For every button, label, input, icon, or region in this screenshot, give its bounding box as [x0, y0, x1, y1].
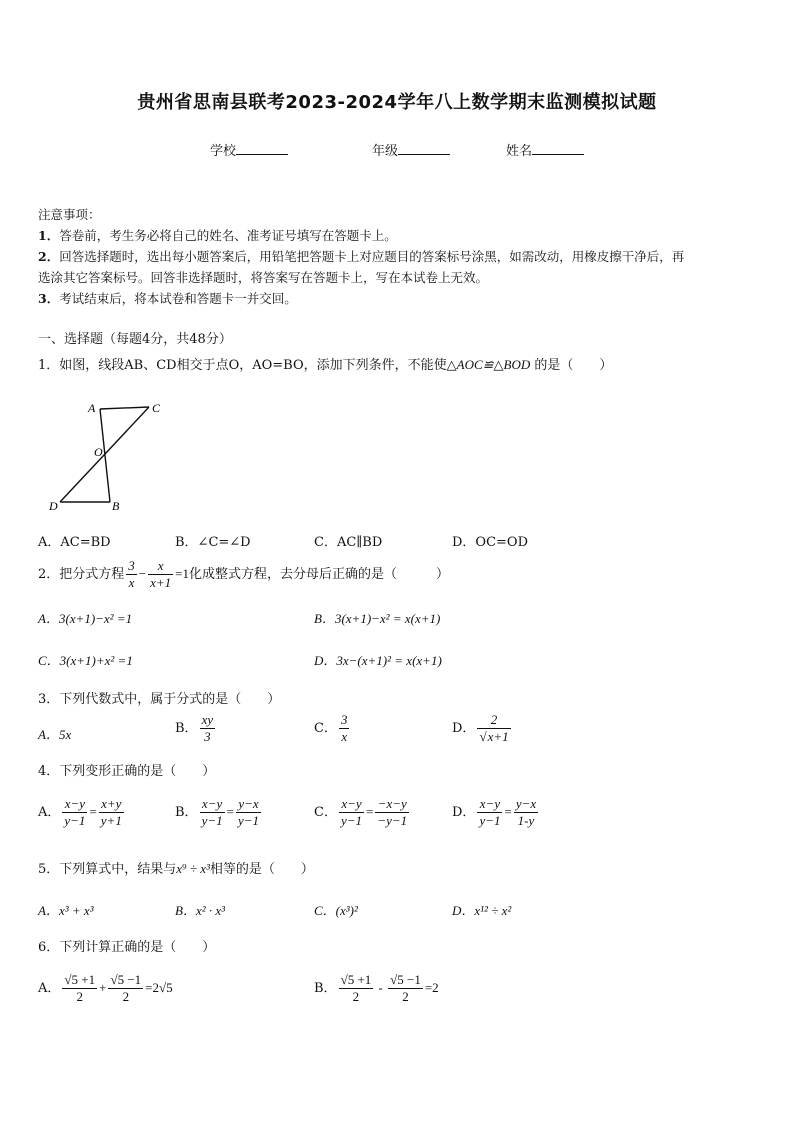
- question-6: 6．下列计算正确的是（ ）: [38, 940, 216, 955]
- q2-option-c[interactable]: C．3(x+1)+x² =1: [38, 653, 133, 668]
- school-field[interactable]: [210, 140, 288, 159]
- fig-label-O: O: [94, 445, 103, 459]
- section-heading: 一、选择题（每题4分，共48分）: [38, 332, 232, 347]
- q5-option-d[interactable]: D．x¹² ÷ x²: [452, 903, 512, 918]
- q1-figure: [44, 396, 174, 516]
- notes-heading: 注意事项：: [38, 207, 101, 222]
- q3-option-b[interactable]: B． $\frac{xy}{3}$: [175, 712, 214, 744]
- grade-label: 年级: [372, 144, 399, 159]
- q1-option-c[interactable]: C．AC∥BD: [314, 535, 383, 550]
- q5-option-c[interactable]: C．(x³)²: [314, 903, 358, 918]
- q1-option-a[interactable]: A．AC=BD: [38, 535, 111, 550]
- question-5: 5．下列算式中，结果与x⁹ ÷ x³相等的是（ ）: [38, 861, 314, 877]
- q2-option-a[interactable]: A．3(x+1)−x² =1: [38, 611, 133, 626]
- q4-option-b[interactable]: B． $\frac{x-y}{y-1}$ = $\frac{y-x}{y-1}$: [175, 796, 259, 828]
- q2-option-d[interactable]: D．3x−(x+1)² = x(x+1): [314, 653, 442, 668]
- q4-option-c[interactable]: C． $\frac{x-y}{y-1}$ = $\frac{-x-y}{-y-1}$: [314, 796, 408, 828]
- q4-option-d[interactable]: D． $\frac{x-y}{y-1}$ = $\frac{y-x}{1-y}$: [452, 796, 537, 828]
- notes-block: [38, 204, 758, 309]
- q1-option-d[interactable]: D．OC=OD: [452, 535, 529, 550]
- note-1: 1．答卷前，考生务必将自己的姓名、准考证号填写在答题卡上。: [38, 228, 397, 243]
- fig-label-A: A: [88, 401, 96, 415]
- q2-frac-2: $\frac{x}{x+1}$: [150, 558, 172, 590]
- q5-option-a[interactable]: A．x³ + x³: [38, 903, 94, 918]
- question-4: 4．下列变形正确的是（ ）: [38, 764, 216, 779]
- q3-option-a[interactable]: A．5x: [38, 727, 72, 742]
- q5-expression: x⁹ ÷ x³: [176, 861, 210, 876]
- q3-option-d[interactable]: D． $\frac{2}{√x+1}$: [452, 712, 509, 744]
- q1-condition: △AOC≌△BOD: [446, 357, 531, 372]
- page-title: 贵州省思南县联考2023-2024学年八上数学期末监测模拟试题: [137, 92, 657, 113]
- school-label: 学校: [210, 144, 237, 159]
- note-2: 2．回答选择题时，选出每小题答案后，用铅笔把答题卡上对应题目的答案标号涂黑，如需改动，用橡皮擦干净后，再: [38, 249, 685, 264]
- name-field[interactable]: [506, 140, 584, 159]
- q5-option-b[interactable]: B．x² · x³: [175, 903, 226, 918]
- q3-option-c[interactable]: C． $\frac{3}{x}$: [314, 712, 348, 744]
- q2-frac-1: $\frac{3}{x}$: [128, 558, 135, 590]
- fig-label-C: C: [152, 401, 161, 415]
- q6-option-a[interactable]: A． $\frac{√5 +1}{2}$ + $\frac{√5 -1}{2}$ =2√5: [38, 972, 173, 1004]
- q2-option-b[interactable]: B．3(x+1)−x² = x(x+1): [314, 611, 441, 626]
- name-label: 姓名: [506, 144, 533, 159]
- q6-option-b[interactable]: B． $\frac{√5 +1}{2}$ - $\frac{√5 -1}{2}$ =2: [314, 972, 439, 1004]
- q1-option-b[interactable]: B．∠C=∠D: [175, 535, 251, 550]
- note-2-cont: 选涂其它答案标号。回答非选择题时，将答案写在答题卡上，写在本试卷上无效。: [38, 270, 489, 285]
- question-1: 1．如图，线段AB、CD相交于点O，AO=BO，添加下列条件，不能使△AOC≌△BOD 的是（ ）: [38, 357, 613, 373]
- q4-option-a[interactable]: A． $\frac{x-y}{y-1}$ = $\frac{x+y}{y+1}$: [38, 796, 122, 828]
- question-3: 3．下列代数式中，属于分式的是（ ）: [38, 692, 281, 707]
- grade-field[interactable]: [372, 140, 450, 159]
- fig-label-D: D: [49, 499, 58, 513]
- note-3: 3．考试结束后，将本试卷和答题卡一并交回。: [38, 291, 297, 306]
- fig-label-B: B: [112, 499, 120, 513]
- question-2: 2．把分式方程 $\frac{3}{x}$ − $\frac{x}{x+1}$ =1化成整式方程，去分母后正确的是（ ）: [38, 558, 450, 590]
